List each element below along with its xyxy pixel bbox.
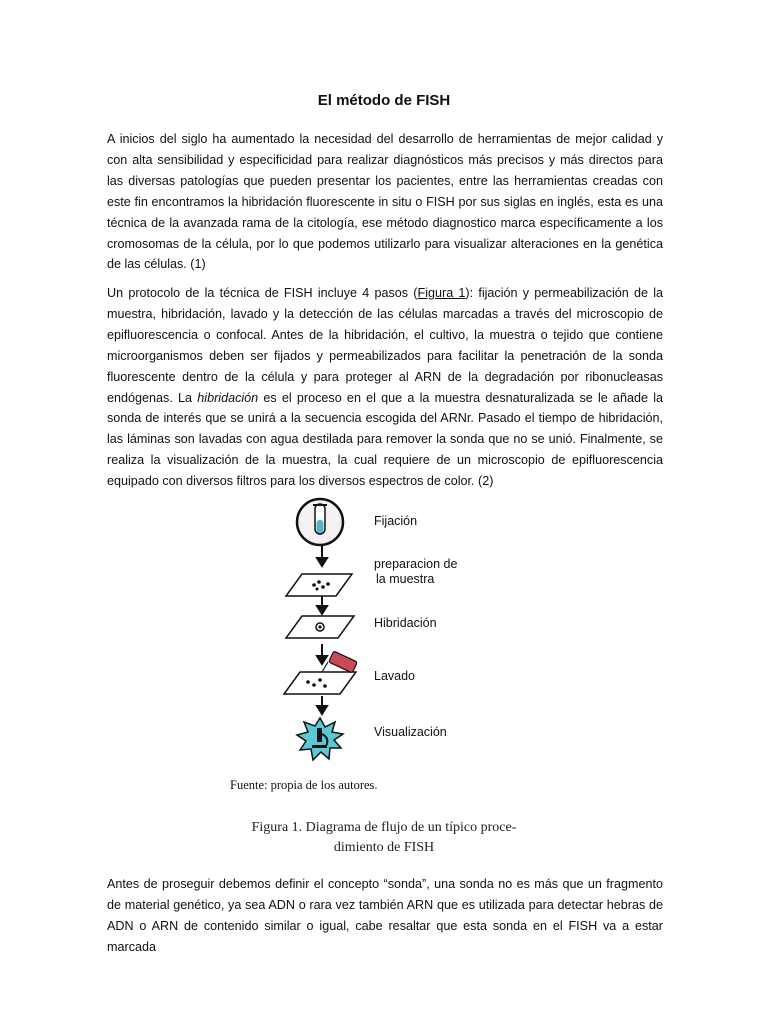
slide-sample-icon — [286, 574, 352, 596]
paragraph-intro: A inicios del siglo ha aumentado la necesidad del desarrollo de herramientas de mejor calidad y con alta sensibilidad y especificidad para realizar diagnósticos más precisos y más directos para las diversas patologías que pueden presentar los pacientes, entre las herramientas creadas con este fin encontramos la hibridación fluorescente in situ o FISH por sus siglas en inglés, esta es una técnica de la avanzada rama de la citología, ese método diagnostico marca específicamente a los cromosomas de la célula, por lo que podemos utilizarlo para visualizar alteraciones en la genética de las células. (1) — [107, 132, 663, 272]
paragraph-protocol-part1: Un protocolo de la técnica de FISH incluye 4 pasos ( — [107, 286, 418, 300]
figure-caption-line1: Figura 1. Diagrama de flujo de un típico proce- — [251, 820, 517, 835]
slide-hybridization-icon — [286, 616, 354, 638]
paragraph-protocol-part2: ): fijación y permeabilización de la muestra, hibridación, lavado y la detección de las células marcadas a través del microscopio de epifluorescencia o confocal. Antes de la hibridación, el cultivo, la muestra o tejido que contiene microorganismos deben ser fijados y permeabilizados para facilitar la penetración de la sonda fluorescente dentro de la célula y para proteger al ARN de la degradación por ribonucleasas endógenas. La — [107, 286, 664, 405]
figure-caption — [0, 818, 768, 858]
test-tube-icon — [297, 499, 343, 545]
paragraph-protocol-part3: es el proceso en el que a la muestra desnaturalizada se le añade la sonda de interés que se unirá a la secuencia escogida del ARNr. Pasado el tiempo de hibridación, las láminas son lavadas con agua destilada para remover la sonda que no se unió. Finalmente, se realiza la visualización de la muestra, la cual requiere de un microscopio de epifluorescencia equipado con diversos filtros para los diversos espectros de color. (2) — [107, 390, 663, 489]
step-visualizacion-label: Visualización — [374, 725, 447, 739]
hibridacion-term: hibridación — [197, 390, 259, 405]
document-title: El método de FISH — [317, 92, 451, 109]
paragraph-protocol — [107, 283, 663, 492]
paragraph-sonda: Antes de proseguir debemos definir el concepto “sonda”, una sonda no es más que un fragmento de material genético, ya sea ADN o rara vez también ARN que es utilizada para detectar hebras de ADN o ARN de contenido similar o igual, cabe resaltar que esta sonda en el FISH va a estar marcada — [107, 877, 663, 954]
step-preparacion-label-line1: preparacion de — [374, 557, 458, 571]
step-hibridacion-label: Hibridación — [374, 616, 437, 630]
fish-flowchart-figure — [270, 496, 510, 776]
figure-caption-line2: dimiento de FISH — [333, 840, 435, 855]
figure-source: Fuente: propia de los autores. — [230, 778, 378, 792]
step-fijacion-label: Fijación — [374, 514, 418, 528]
step-preparacion-label-line2: la muestra — [376, 572, 435, 586]
microscope-icon — [297, 718, 343, 760]
figure-reference-link[interactable]: Figura 1 — [417, 286, 466, 300]
step-lavado-label: Lavado — [374, 669, 416, 683]
